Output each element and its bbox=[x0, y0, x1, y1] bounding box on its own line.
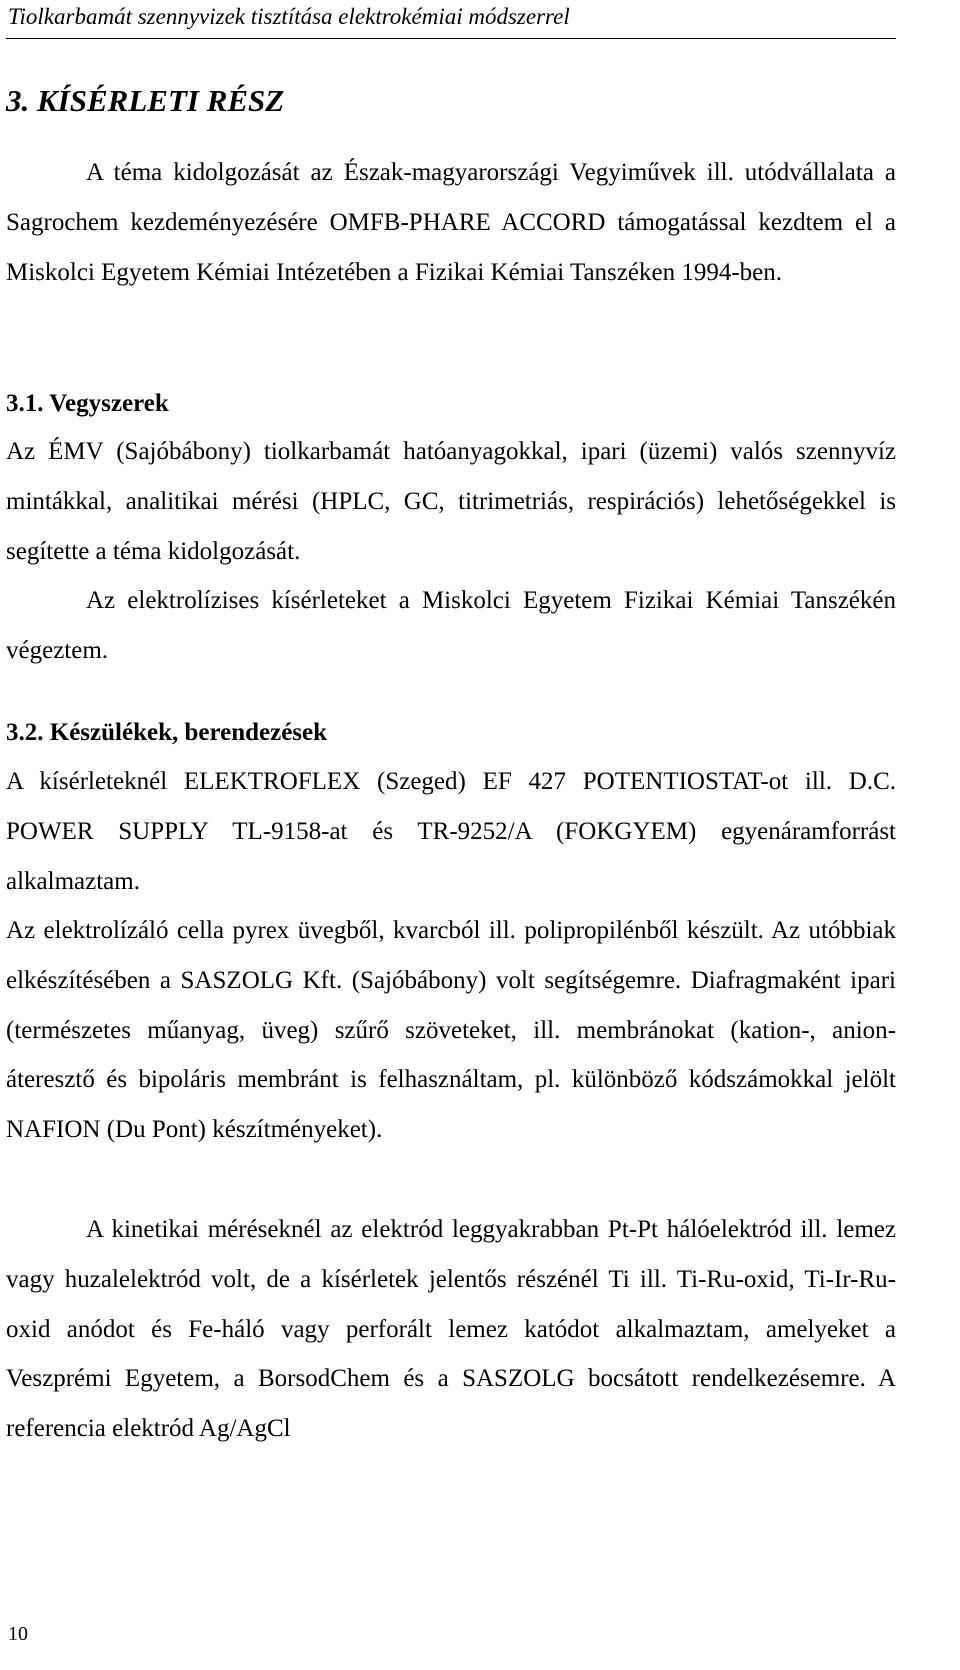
section-2-paragraph-1: A kísérleteknél ELEKTROFLEX (Szeged) EF 427 POTENTIOSTAT-ot ill. D.C. POWER SUPPLY TL-9158-at és TR-9252/A (FOKGYEM) egyenáramforrást alkalmaztam. bbox=[6, 768, 896, 895]
section-1-paragraph-2: Az elektrolízises kísérleteket a Miskolci Egyetem Fizikai Kémiai Tanszékén végeztem. bbox=[6, 587, 896, 664]
section-title-vegyszerek: 3.1. Vegyszerek bbox=[6, 390, 169, 417]
section-1-paragraph-1: Az ÉMV (Sajóbábony) tiolkarbamát hatóanyagokkal, ipari (üzemi) valós szennyvíz mintákkal, analitikai mérési (HPLC, GC, titrimetriás, respirációs) lehetőségekkel is segítette a téma kidolgozását. bbox=[6, 438, 896, 565]
section-2-paragraph-2: Az elektrolízáló cella pyrex üvegből, kvarcból ill. polipropilénből készült. Az utóbbiak elkészítésében a SASZOLG Kft. (Sajóbábony) volt segítségemre. Diafragmaként ipari (természetes műanyag, üveg) szűrő szöveteket, ill. membránokat (kation-, anion-áteresztő és bipoláris membránt is felhasználtam, pl. különböző kódszámokkal jelölt NAFION (Du Pont) készítményeket). bbox=[6, 917, 896, 1144]
header-divider bbox=[6, 38, 896, 39]
section-title-keszulekek: 3.2. Készülékek, berendezések bbox=[6, 719, 328, 746]
running-header: Tiolkarbamát szennyvizek tisztítása elektrokémiai módszerrel bbox=[8, 4, 570, 29]
chapter-intro-paragraph: A téma kidolgozását az Észak-magyarországi Vegyiművek ill. utódvállalata a Sagrochem kezdeményezésére OMFB-PHARE ACCORD támogatással kezdtem el a Miskolci Egyetem Kémiai Intézetében a Fizikai Kémiai Tanszéken 1994-ben. bbox=[6, 159, 896, 286]
chapter-title: 3. KÍSÉRLETI RÉSZ bbox=[6, 83, 285, 118]
section-2-paragraph-3: A kinetikai méréseknél az elektród leggyakrabban Pt-Pt hálóelektród ill. lemez vagy huzalelektród volt, de a kísérletek jelentős részénél Ti ill. Ti-Ru-oxid, Ti-Ir-Ru-oxid anódot és Fe-háló vagy perforált lemez katódot alkalmaztam, amelyeket a Veszprémi Egyetem, a BorsodChem és a SASZOLG bocsátott rendelkezésemre. A referencia elektród Ag/AgCl bbox=[6, 1216, 896, 1443]
page-number: 10 bbox=[8, 1623, 28, 1645]
